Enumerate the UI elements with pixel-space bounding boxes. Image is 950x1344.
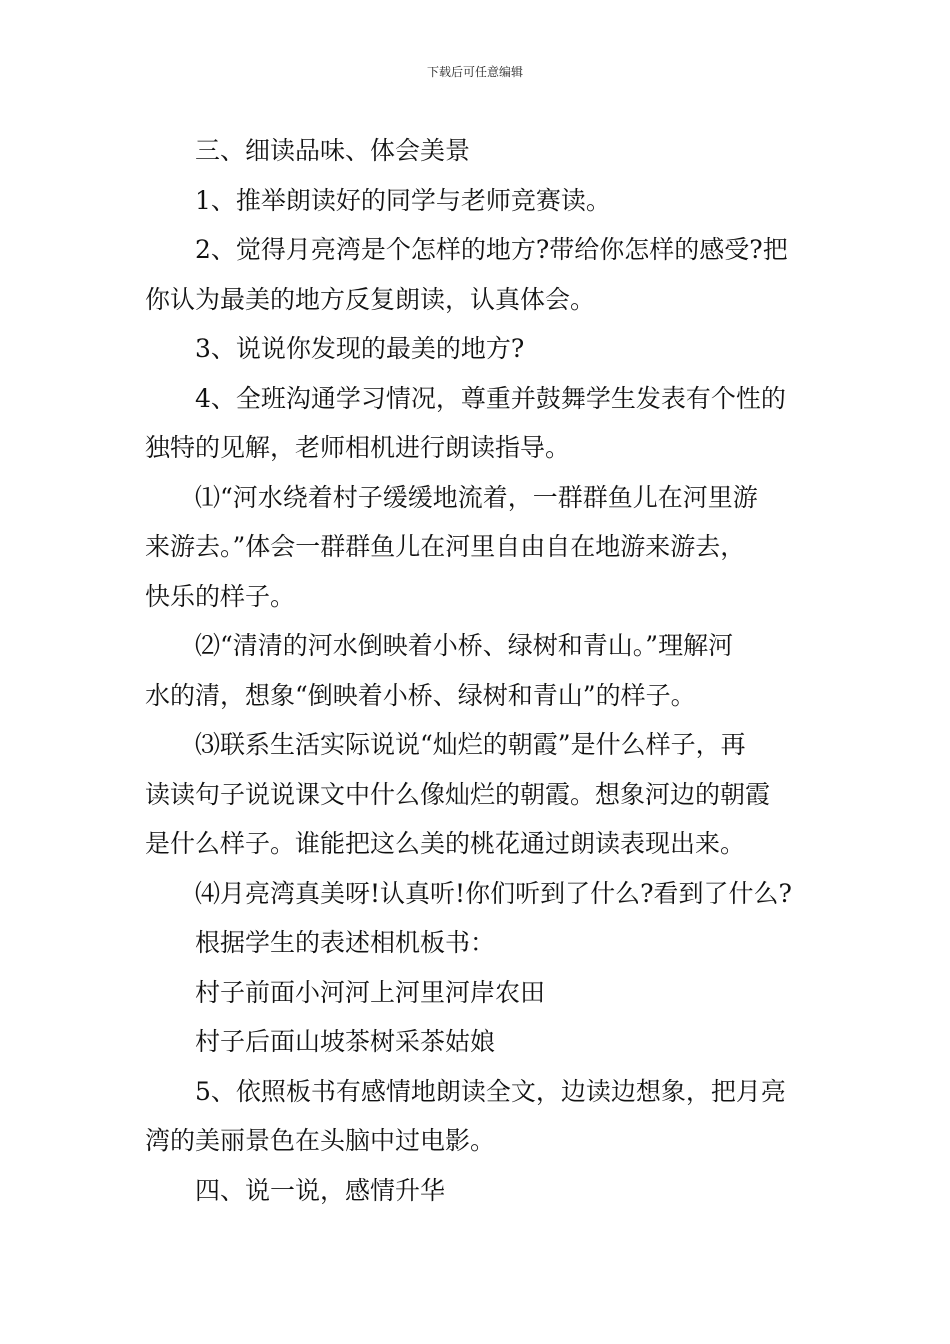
paragraph-line: 快乐的样子。 [145,581,296,611]
board-note-line: 村子前面小河河上河里河岸农田 [195,977,546,1007]
paragraph-line: ⑵“清清的河水倒映着小桥、绿树和青山。”理解河 [195,631,734,660]
paragraph-line: 4、全班沟通学习情况，尊重并鼓舞学生发表有个性的 [195,383,786,413]
paragraph-line: ⑴“河水绕着村子缓缓地流着，一群群鱼儿在河里游 [195,482,758,512]
paragraph-line: ⑷月亮湾真美呀!认真听!你们听到了什么?看到了什么? [195,878,792,908]
paragraph-line: 5、依照板书有感情地朗读全文，边读边想象，把月亮 [195,1076,786,1106]
paragraph-line: 是什么样子。谁能把这么美的桃花通过朗读表现出来。 [145,829,746,858]
section-heading-3: 三、细读品味、体会美景 [195,136,471,165]
paragraph-line: 读读句子说说课文中什么像灿烂的朝霞。想象河边的朝霞 [145,779,771,809]
paragraph-line: 1、推举朗读好的同学与老师竞赛读。 [195,185,611,215]
paragraph-line: ⑶联系生活实际说说“灿烂的朝霞”是什么样子，再 [195,730,746,759]
paragraph-line: 独特的见解，老师相机进行朗读指导。 [145,433,571,462]
paragraph-line: 湾的美丽景色在头脑中过电影。 [145,1126,496,1155]
paragraph-line: 来游去。”体会一群群鱼儿在河里自由自在地游来游去， [145,532,746,561]
paragraph-line: 3、说说你发现的最美的地方? [195,334,525,363]
paragraph-line: 你认为最美的地方反复朗读，认真体会。 [145,284,596,314]
paragraph-line: 水的清，想象“倒映着小桥、绿树和青山”的样子。 [145,680,696,710]
board-note-line: 村子后面山坡茶树采茶姑娘 [195,1027,496,1056]
paragraph-line: 2、觉得月亮湾是个怎样的地方?带给你怎样的感受?把 [195,235,788,264]
document-body [145,126,810,1215]
page-header: 下载后可任意编辑 [426,65,523,79]
paragraph-line: 根据学生的表述相机板书： [195,928,496,957]
section-heading-4: 四、说一说，感情升华 [195,1175,446,1205]
